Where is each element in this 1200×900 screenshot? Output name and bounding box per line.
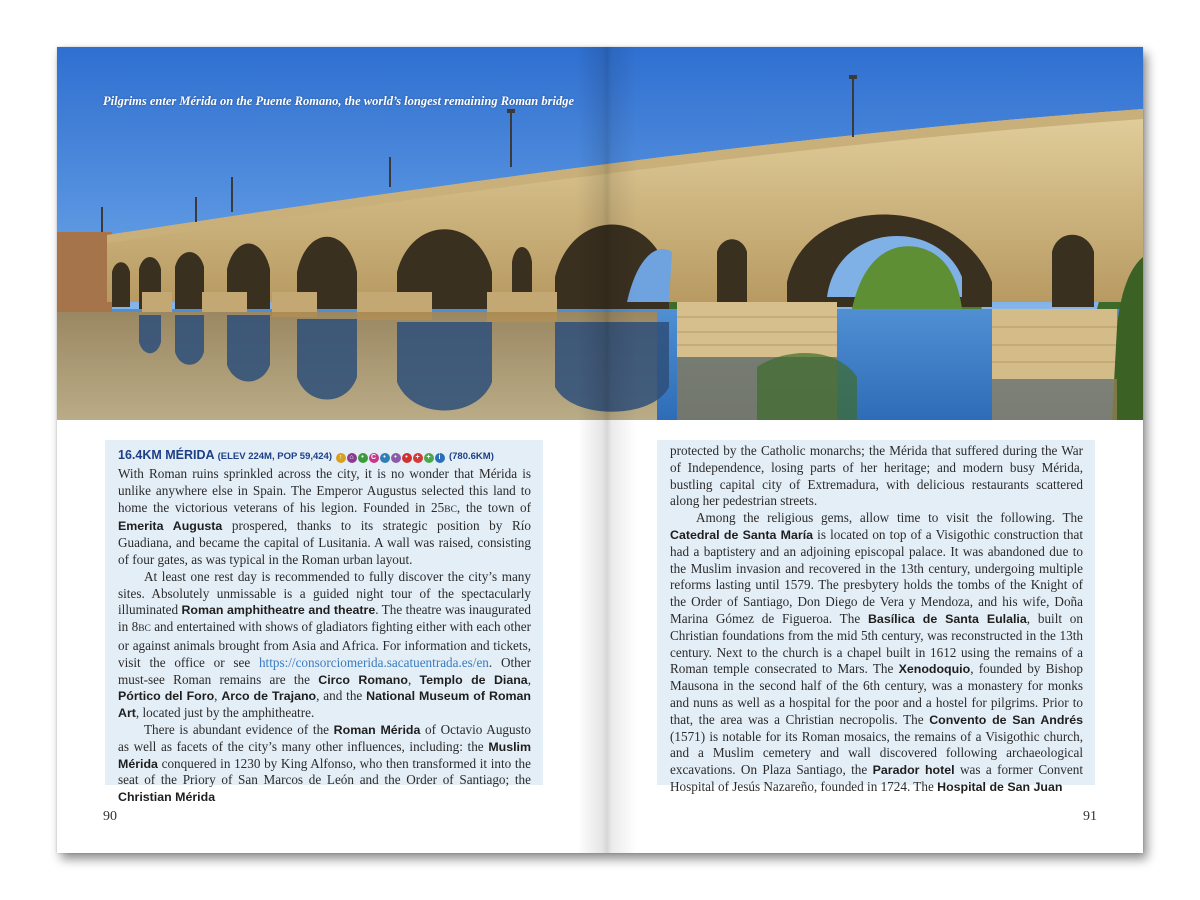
bold-term: Pórtico del Foro bbox=[118, 689, 215, 704]
post-office-icon: • bbox=[402, 453, 412, 463]
bold-term: Christian Mérida bbox=[118, 790, 216, 805]
bold-term: Roman amphitheatre and theatre bbox=[181, 603, 376, 618]
bold-term: Convento de San Andrés bbox=[929, 712, 1084, 727]
medical-icon: + bbox=[424, 453, 434, 463]
cafe-icon: C bbox=[369, 453, 379, 463]
book-spread bbox=[57, 47, 1143, 853]
albergue-icon: ↑ bbox=[336, 453, 346, 463]
town-name: MÉRIDA bbox=[165, 448, 215, 462]
paragraph: protected by the Catholic monarchs; the Mérida that suffered during the War of Independence, losing parts of her heritage; and modern busy Mérida, bustling capital city of Extremadura, with delicious restaurants scattered along her pedestrian streets. bbox=[670, 443, 1083, 509]
left-page-text-box bbox=[105, 440, 543, 805]
page-number-right: 91 bbox=[1083, 809, 1097, 824]
restaurant-icon: • bbox=[358, 453, 368, 463]
right-page-text-box bbox=[657, 440, 1095, 794]
pharmacy-icon: + bbox=[413, 453, 423, 463]
tickets-link[interactable]: https://consorciomerida.sacatuentrada.es/en bbox=[258, 654, 489, 670]
cumulative-distance: (780.6KM) bbox=[448, 451, 494, 462]
atm-icon: • bbox=[380, 453, 390, 463]
service-icons bbox=[336, 449, 446, 465]
hotel-icon: ⌂ bbox=[347, 453, 357, 463]
left-body-text bbox=[118, 466, 531, 806]
bold-term: Roman Mérida bbox=[333, 722, 421, 737]
bold-term: Parador hotel bbox=[872, 763, 955, 778]
paragraph: Among the religious gems, allow time to visit the following. The Catedral de Santa María is located on top of a Visigothic construction that had a baptistery and an adjoining episcopal palace. It was abandoned due to the Muslim invasion and recovered in the 13th century, undergoing multiple reforms lasting until 1579. The presbytery holds the tombs of the Knight of the Order of Santiago, Don Diego de Vera y Mendoza, and his wife, Doña Marina Gómez de Figueroa. The Basílica de Santa Eulalia, built on Christian foundations from the mid 5th century, was reconstructed in the 13th century. Next to the church is a chapel built in 1612 using the remains of a Roman temple consecrated to Mars. The Xenodoquio, founded by Bishop Mausona in the second half of the 6th century, was a monastery for monks and nuns as well as a hospital for the poor and a hostel for pilgrims. Prior to that, the area was a Christian necropolis. The Convento de San Andrés (1571) is notable for its Roman mosaics, the remains of a Visigothic church, and a Muslim cemetery and wall discovered following archaeological excavations. On Plaza Santiago, the Parador hotel was a former Convent Hospital of Jesús Nazareño, founded in 1724. The Hospital de San Juan bbox=[670, 510, 1084, 794]
bold-term: National Museum of Roman Art bbox=[118, 689, 531, 721]
bold-term: Templo de Diana bbox=[419, 672, 528, 687]
paragraph: With Roman ruins sprinkled across the city, it is no wonder that Mérida is unlike anywhere else in Spain. The Emperor Augustus selected this land to home the victorious veterans of his legion. Founded in 25BC, the town of Emerita Augusta prospered, thanks to its strategic position by Río Guadiana, and became the capital of Lusitania. A wall was raised, consisting of four gates, as was typical in the Roman urban layout. bbox=[118, 466, 531, 567]
bold-term: Muslim Mérida bbox=[118, 739, 531, 771]
page-number-left: 90 bbox=[103, 809, 117, 824]
paragraph: There is abundant evidence of the Roman Mérida of Octavio Augusto as well as facets of the city’s many other influences, including: the Muslim Mérida conquered in 1230 by King Alfonso, who then transformed it into the seat of the Priory of San Marcos de León and the Order of Santiago; the Christian Mérida bbox=[118, 721, 532, 805]
distance: 16.4KM bbox=[118, 448, 162, 462]
bold-term: Arco de Trajano bbox=[221, 689, 317, 704]
bold-term: Xenodoquio bbox=[898, 662, 971, 677]
bold-term: Emerita Augusta bbox=[118, 519, 223, 534]
right-body-text bbox=[670, 443, 1083, 796]
paragraph: At least one rest day is recommended to fully discover the city’s many sites. Absolutely unmissable is a guided night tour of the spectacularly illuminated Roman amphitheatre and theatre. The theatre was inaugurated in 8BC and entertained with shows of gladiators fighting either with each other or against animals brought from Asia and Africa. For information and tickets, visit the office or see https://consorciomerida.sacatuentrada.es/en. Other must-see Roman remains are the Circo Romano, Templo de Diana, Pórtico del Foro, Arco de Trajano, and the National Museum of Roman Art, located just by the amphitheatre. bbox=[118, 568, 531, 721]
shop-icon: • bbox=[391, 453, 401, 463]
bold-term: Circo Romano bbox=[318, 672, 408, 687]
bold-term: Basílica de Santa Eulalia bbox=[867, 611, 1027, 626]
photo-caption: Pilgrims enter Mérida on the Puente Romano, the world’s longest remaining Roman bridge bbox=[103, 94, 575, 108]
bold-term: Catedral de Santa María bbox=[670, 527, 814, 542]
town-heading bbox=[118, 447, 531, 465]
bold-term: Hospital de San Juan bbox=[937, 779, 1063, 794]
tourist-info-icon: i bbox=[435, 453, 445, 463]
town-details: (ELEV 224M, POP 59,424) bbox=[217, 451, 333, 462]
